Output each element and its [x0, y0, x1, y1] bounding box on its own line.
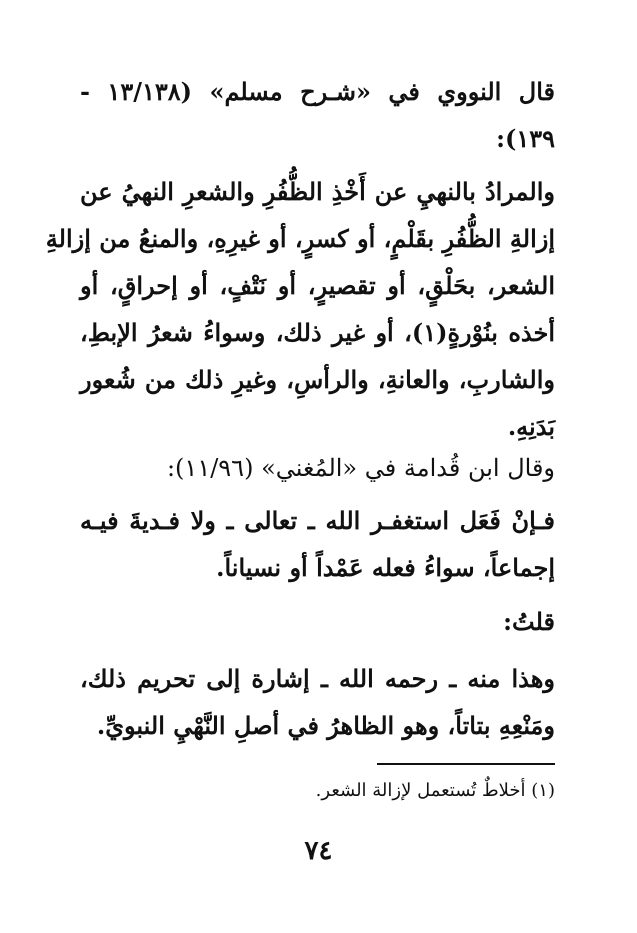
page-number: ٧٤: [304, 836, 333, 866]
text-line: قال النووي في «شـرح مسلم» (١٣/١٣٨ -: [80, 77, 555, 106]
text-line: الشعر، بحَلْقٍ، أو تقصيرٍ، أو نَتْفٍ، أو إحراقٍ، أو: [80, 271, 555, 300]
text-line: فـإنْ فَعَل استغفـر الله ـ تعالى ـ ولا فـديةَ فيـه: [80, 506, 555, 535]
nawawi-quote: [45, 168, 556, 450]
text-line: وقال ابن قُدامة في «المُغني» (١١/٩٦):: [166, 454, 555, 482]
footnote: (١) أخلاطٌ تُستعمل لإزالة الشعر.: [315, 780, 555, 801]
ibn-qudama-citation-intro: [80, 445, 555, 492]
text-line: وهذا منه ـ رحمه الله ـ إشارة إلى تحريم ذلك،: [80, 664, 555, 693]
text-line: ١٣٩):: [496, 124, 555, 153]
author-comment: [80, 655, 555, 749]
text-line: بَدَنِهِ.: [507, 412, 555, 441]
text-line: إجماعاً، سواءُ فعله عَمْداً أو نسياناً.: [216, 553, 555, 582]
text-line: والشاربِ، والعانةِ، والرأسِ، وغيرِ ذلك من شُعور: [80, 365, 555, 394]
text-line: والمرادُ بالنهيِ عن أَخْذِ الظُّفُرِ والشعرِ النهيُ عن: [80, 177, 555, 206]
heading-text: قلتُ:: [503, 607, 555, 636]
text-line: إزالةِ الظُّفُرِ بقَلْمٍ، أو كسرٍ، أو غيرِهِ، والمنعُ من إزالةِ: [45, 224, 555, 253]
text-line: ومَنْعِهِ بتاتاً، وهو الظاهرُ في أصلِ النَّهْيِ النبويِّ.: [96, 711, 555, 740]
footnote-divider: [377, 763, 555, 765]
nawawi-citation-intro: [80, 68, 555, 162]
text-line: أخذه بنُوْرةٍ(١)، أو غير ذلك، وسواءُ شعرُ الإبطِ،: [80, 318, 556, 347]
ibn-qudama-quote: [80, 497, 555, 591]
qult-heading: [80, 598, 555, 645]
